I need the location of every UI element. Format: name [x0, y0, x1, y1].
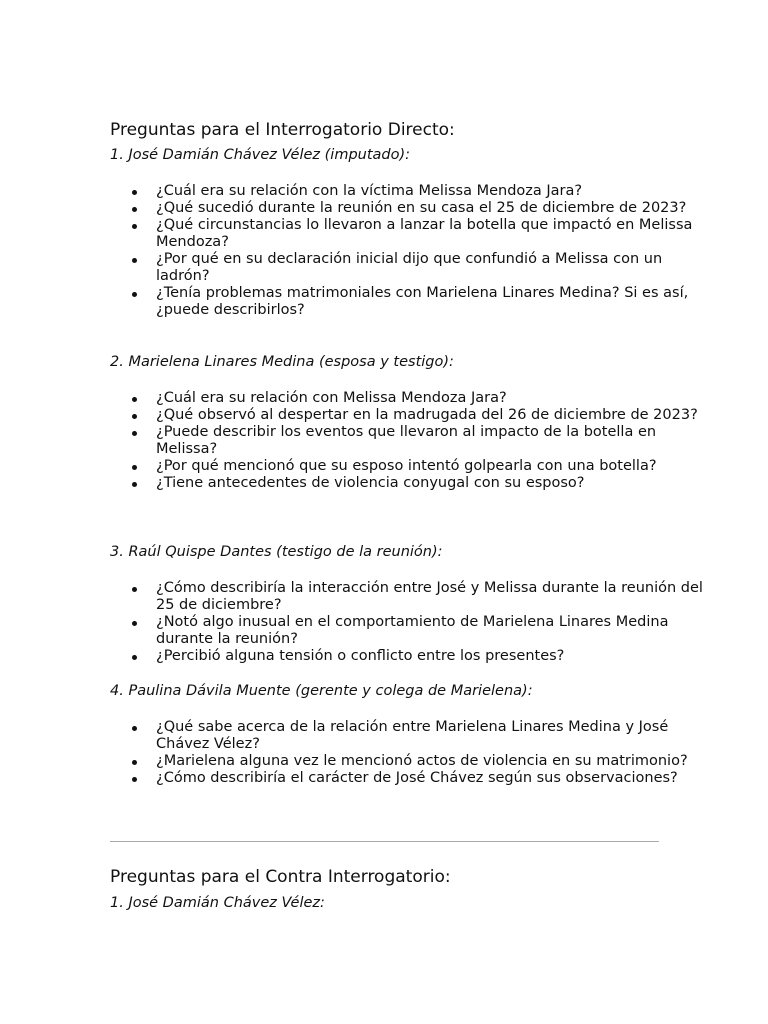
question-item: ¿Notó algo inusual en el comportamiento de Marielena Linares Medina durante la reunión? — [156, 614, 716, 648]
question-item: ¿Marielena alguna vez le mencionó actos de violencia en su matrimonio? — [156, 753, 716, 770]
witness-label-1: 1. José Damián Chávez Vélez (imputado): — [110, 147, 411, 163]
question-list-3 — [110, 580, 716, 665]
question-item: ¿Cuál era su relación con Melissa Mendoza Jara? — [156, 390, 716, 407]
question-item: ¿Qué circunstancias lo llevaron a lanzar la botella que impactó en Melissa Mendoza? — [156, 217, 716, 251]
question-item: ¿Qué sucedió durante la reunión en su casa el 25 de diciembre de 2023? — [156, 200, 716, 217]
question-item: ¿Puede describir los eventos que llevaron al impacto de la botella en Melissa? — [156, 424, 716, 458]
question-item: ¿Cuál era su relación con la víctima Melissa Mendoza Jara? — [156, 183, 716, 200]
question-item: ¿Por qué mencionó que su esposo intentó golpearla con una botella? — [156, 458, 716, 475]
question-item: ¿Qué observó al despertar en la madrugada del 26 de diciembre de 2023? — [156, 407, 716, 424]
witness-label-4: 4. Paulina Dávila Muente (gerente y colega de Marielena): — [110, 683, 533, 699]
question-list-1 — [110, 183, 716, 319]
witness-label-3: 3. Raúl Quispe Dantes (testigo de la reunión): — [110, 544, 443, 560]
question-item: ¿Cómo describiría la interacción entre José y Melissa durante la reunión del 25 de diciembre? — [156, 580, 716, 614]
section-divider — [110, 841, 659, 842]
question-item: ¿Por qué en su declaración inicial dijo que confundió a Melissa con un ladrón? — [156, 251, 716, 285]
question-item: ¿Cómo describiría el carácter de José Chávez según sus observaciones? — [156, 770, 716, 787]
question-item: ¿Tiene antecedentes de violencia conyugal con su esposo? — [156, 475, 716, 492]
cross-witness-label-1: 1. José Damián Chávez Vélez: — [110, 895, 325, 911]
section-title-cross: Preguntas para el Contra Interrogatorio: — [110, 867, 451, 887]
witness-label-2: 2. Marielena Linares Medina (esposa y testigo): — [110, 354, 454, 370]
section-title-direct: Preguntas para el Interrogatorio Directo: — [110, 120, 455, 140]
question-item: ¿Qué sabe acerca de la relación entre Marielena Linares Medina y José Chávez Vélez? — [156, 719, 716, 753]
question-list-2 — [110, 390, 716, 492]
question-item: ¿Tenía problemas matrimoniales con Marielena Linares Medina? Si es así, ¿puede describirlos? — [156, 285, 716, 319]
question-list-4 — [110, 719, 716, 787]
question-item: ¿Percibió alguna tensión o conflicto entre los presentes? — [156, 648, 716, 665]
